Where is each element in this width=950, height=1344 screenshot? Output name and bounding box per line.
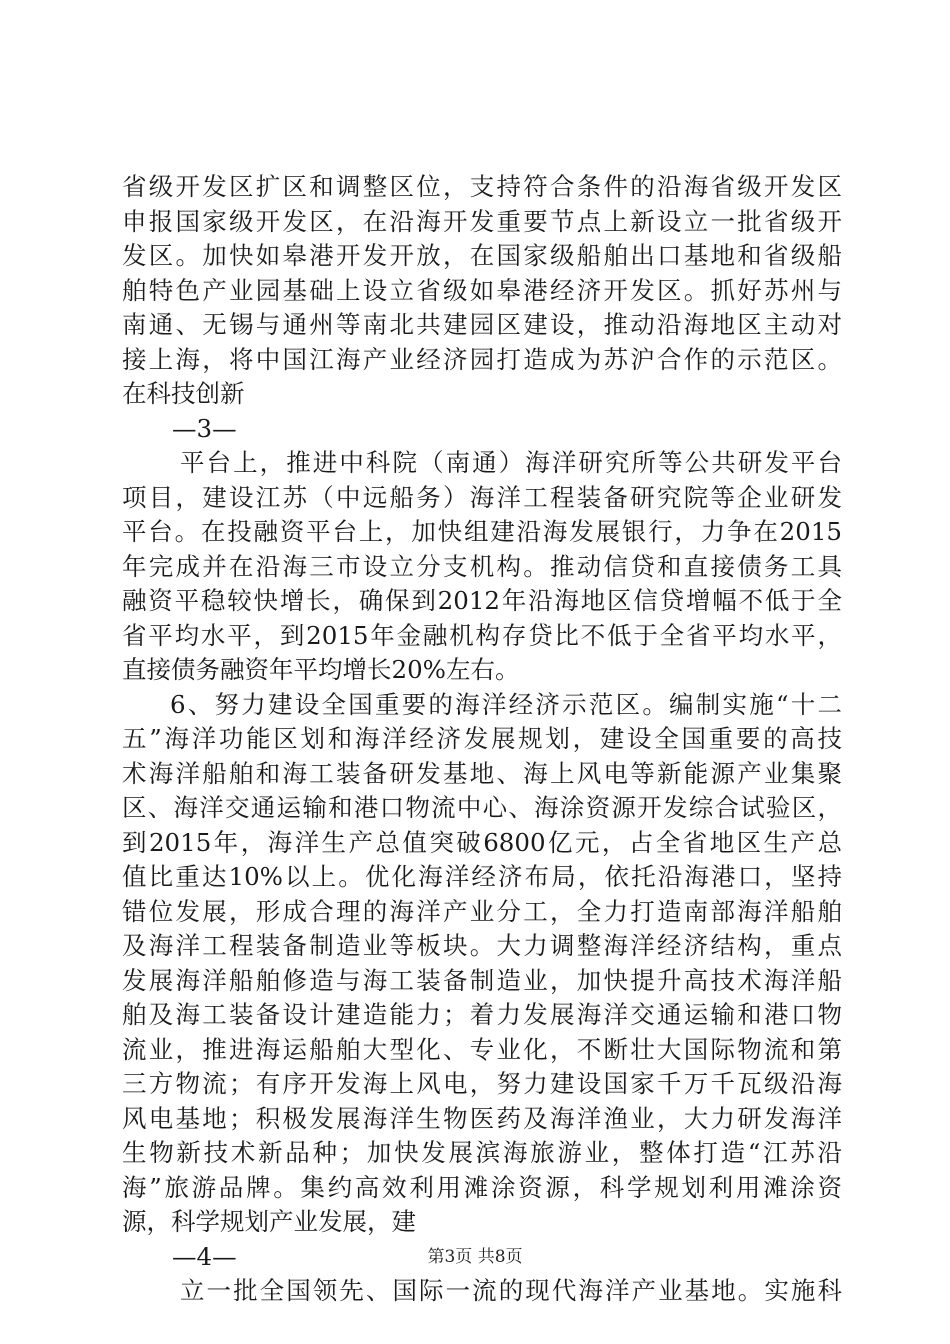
text-line: 南通、无锡与通州等南北共建园区建设，推动沿海地区主动对 (122, 310, 842, 339)
text-line: 在科技创新 (122, 379, 245, 408)
text-line: 区、海洋交通运输和港口物流中心、海涂资源开发综合试验区， (122, 793, 842, 822)
text-line: 流业，推进海运船舶大型化、专业化，不断壮大国际物流和第 (122, 1034, 842, 1064)
text-line: 立一批全国领先、国际一流的现代海洋产业基地。实施科 (180, 1276, 842, 1305)
text-line: 接上海，将中国江海产业经济园打造成为苏沪合作的示范区。 (122, 344, 842, 374)
text-line: 值比重达10%以上。优化海洋经济布局，依托沿海港口，坚持 (122, 862, 842, 891)
text-line: 及海洋工程装备制造业等板块。大力调整海洋经济结构，重点 (122, 931, 842, 960)
document-body (122, 170, 842, 1309)
paragraph (122, 688, 842, 1240)
text-line: 生物新技术新品种；加快发展滨海旅游业，整体打造“江苏沿 (122, 1138, 842, 1167)
text-line: 省级开发区扩区和调整区位，支持符合条件的沿海省级开发区 (122, 172, 842, 201)
paragraph (122, 1274, 842, 1309)
paragraph (122, 170, 842, 412)
text-line: 申报国家级开发区，在沿海开发重要节点上新设立一批省级开 (122, 206, 842, 236)
text-line: 术海洋船舶和海工装备研发基地、海上风电等新能源产业集聚 (122, 758, 842, 788)
text-line: 五”海洋功能区划和海洋经济发展规划，建设全国重要的高技 (122, 724, 842, 753)
paragraph (122, 446, 842, 688)
text-line: 发展海洋船舶修造与海工装备制造业，加快提升高技术海洋船 (122, 965, 842, 995)
text-line: 直接债务融资年平均增长20%左右。 (122, 655, 520, 684)
text-line: 到2015年，海洋生产总值突破6800亿元，占全省地区生产总 (122, 827, 842, 857)
text-line: 年完成并在沿海三市设立分支机构。推动信贷和直接债务工具 (122, 551, 842, 581)
text-line: 平台。在投融资平台上，加快组建沿海发展银行，力争在2015 (122, 517, 842, 546)
page-marker: —4— (172, 1241, 237, 1271)
text-line: 6、努力建设全国重要的海洋经济示范区。编制实施“十二 (170, 689, 842, 719)
text-line: 源，科学规划产业发展，建 (122, 1207, 416, 1236)
text-line: 发区。加快如皋港开发开放，在国家级船舶出口基地和省级船 (122, 241, 842, 270)
text-line: 错位发展，形成合理的海洋产业分工，全力打造南部海洋船舶 (122, 896, 842, 926)
text-line: 平台上，推进中科院（南通）海洋研究所等公共研发平台 (180, 448, 842, 477)
text-line: 项目，建设江苏（中远船务）海洋工程装备研究院等企业研发 (122, 482, 842, 512)
page-marker: —3— (172, 413, 237, 443)
text-line: 舶特色产业园基础上设立省级如皋港经济开发区。抓好苏州与 (122, 275, 842, 305)
text-line: 省平均水平，到2015年金融机构存贷比不低于全省平均水平， (122, 620, 842, 650)
text-line: 海”旅游品牌。集约高效利用滩涂资源，科学规划利用滩涂资 (122, 1172, 842, 1202)
page-footer (0, 1242, 950, 1267)
page-number-label: 第3页 共8页 (427, 1247, 523, 1267)
text-line: 舶及海工装备设计建造能力；着力发展海洋交通运输和港口物 (122, 1000, 842, 1029)
text-line: 融资平稳较快增长，确保到2012年沿海地区信贷增幅不低于全 (122, 586, 842, 615)
text-line: 风电基地；积极发展海洋生物医药及海洋渔业，大力研发海洋 (122, 1103, 842, 1133)
text-line: 三方物流；有序开发海上风电，努力建设国家千万千瓦级沿海 (122, 1069, 842, 1098)
